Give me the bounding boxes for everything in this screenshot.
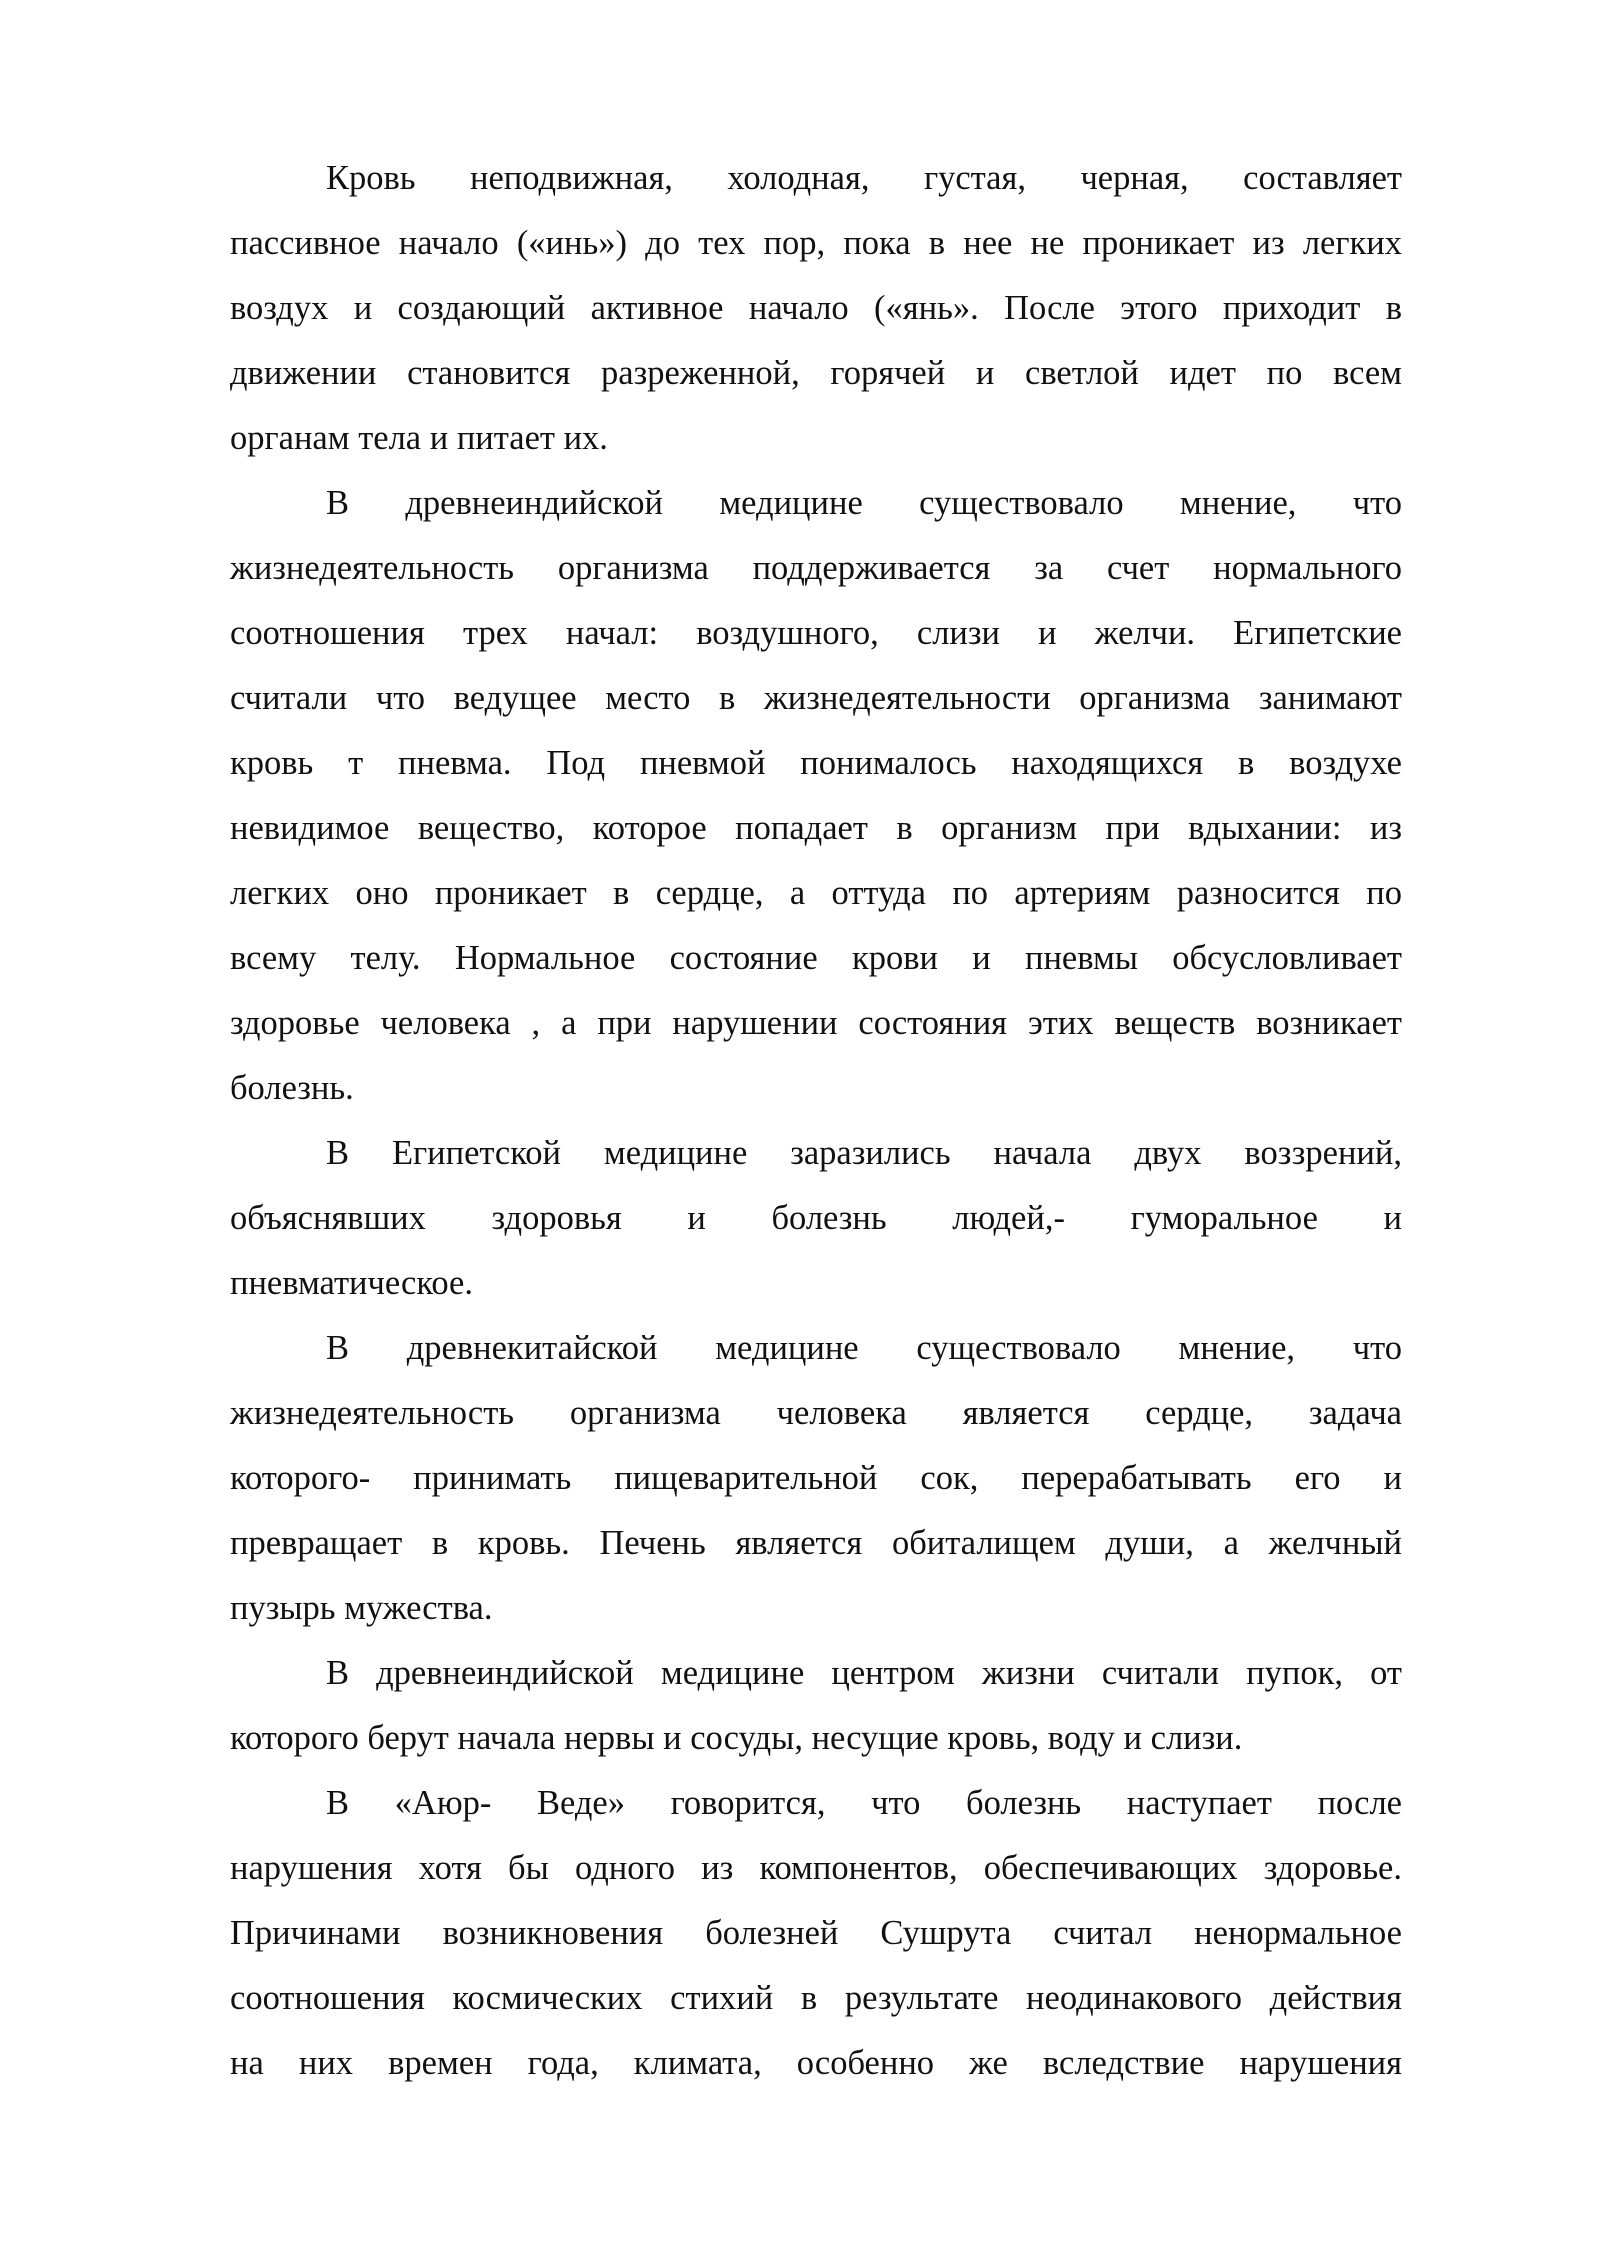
text-line: движении становится разреженной, горячей и светлой идет по всем [230, 354, 1402, 392]
text-line: пузырь мужества. [230, 1589, 493, 1627]
text-line: В древнеиндийской медицине существовало мнение, что [326, 484, 1402, 522]
document-body [230, 146, 1402, 2096]
text-line: болезнь. [230, 1069, 354, 1107]
paragraph-4 [230, 1316, 1402, 1641]
text-line: всему телу. Нормальное состояние крови и пневмы обсусловливает [230, 939, 1402, 977]
text-line: легких оно проникает в сердце, а оттуда по артериям разносится по [230, 874, 1402, 912]
text-line: В древнекитайской медицине существовало мнение, что [326, 1329, 1402, 1367]
text-line: жизнедеятельность организма человека является сердце, задача [230, 1394, 1402, 1432]
text-line: Причинами возникновения болезней Сушрута считал ненормальное [230, 1914, 1402, 1952]
text-line: Кровь неподвижная, холодная, густая, черная, составляет [326, 159, 1402, 197]
text-line: которого- принимать пищеварительной сок, перерабатывать его и [230, 1459, 1402, 1497]
text-line: В древнеиндийской медицине центром жизни считали пупок, от [326, 1654, 1402, 1692]
text-line: В Египетской медицине заразились начала двух воззрений, [326, 1134, 1402, 1172]
text-line: кровь т пневма. Под пневмой понималось находящихся в воздухе [230, 744, 1402, 782]
text-line: пассивное начало («инь») до тех пор, пока в нее не проникает из легких [230, 224, 1402, 262]
text-line: соотношения трех начал: воздушного, слизи и желчи. Египетские [230, 614, 1402, 652]
text-line: превращает в кровь. Печень является обиталищем души, а желчный [230, 1524, 1402, 1562]
text-line: невидимое вещество, которое попадает в организм при вдыхании: из [230, 809, 1402, 847]
text-line: пневматическое. [230, 1264, 473, 1302]
paragraph-6 [230, 1771, 1402, 2096]
text-line: В «Аюр- Веде» говорится, что болезнь наступает после [326, 1784, 1402, 1822]
text-line: воздух и создающий активное начало («янь». После этого приходит в [230, 289, 1402, 327]
text-line: считали что ведущее место в жизнедеятельности организма занимают [230, 679, 1402, 717]
text-line: соотношения космических стихий в результате неодинакового действия [230, 1979, 1402, 2017]
text-line: жизнедеятельность организма поддерживается за счет нормального [230, 549, 1402, 587]
paragraph-5 [230, 1641, 1402, 1771]
text-line: которого берут начала нервы и сосуды, несущие кровь, воду и слизи. [230, 1719, 1243, 1757]
text-line: объяснявших здоровья и болезнь людей,- гуморальное и [230, 1199, 1402, 1237]
paragraph-2 [230, 471, 1402, 1121]
text-line: нарушения хотя бы одного из компонентов, обеспечивающих здоровье. [230, 1849, 1402, 1887]
paragraph-3 [230, 1121, 1402, 1316]
text-line: органам тела и питает их. [230, 419, 608, 457]
text-line: здоровье человека , а при нарушении состояния этих веществ возникает [230, 1004, 1402, 1042]
paragraph-1 [230, 146, 1402, 471]
text-line: на них времен года, климата, особенно же вследствие нарушения [230, 2044, 1402, 2082]
